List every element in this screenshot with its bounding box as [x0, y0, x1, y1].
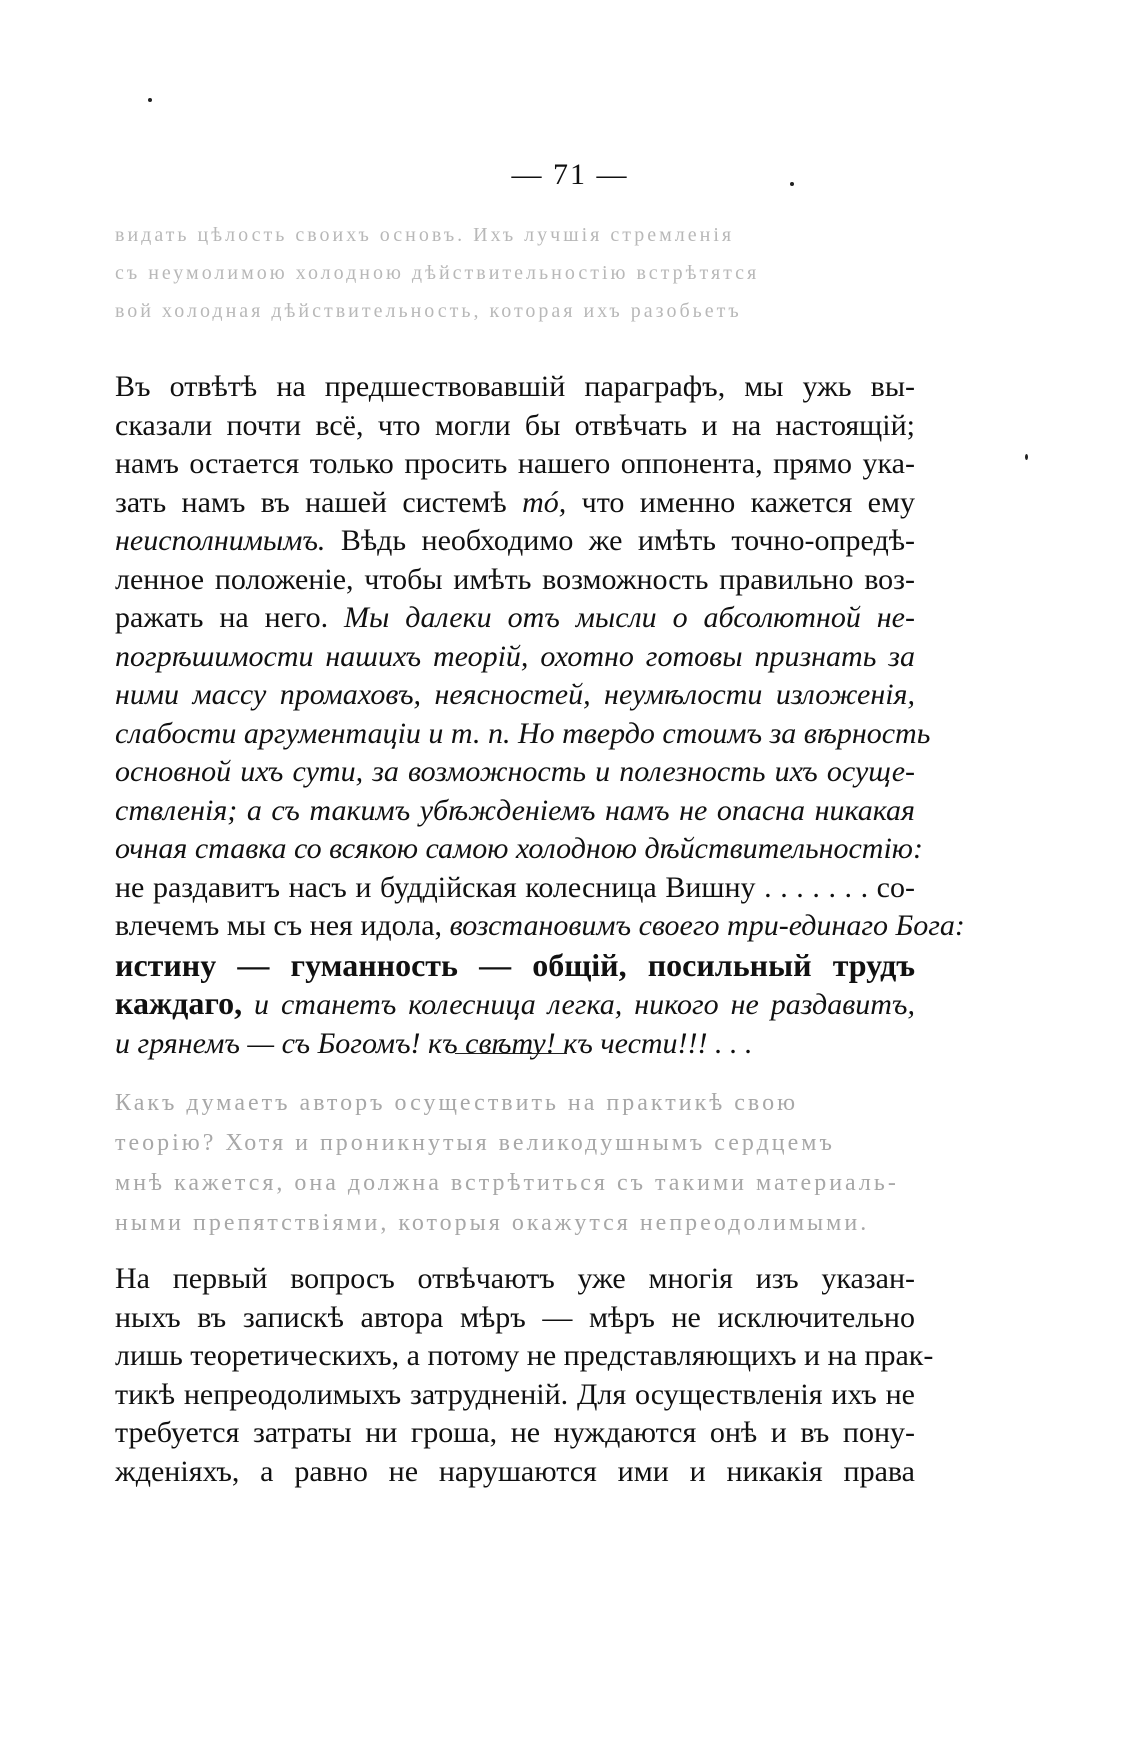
ink-speck: [1025, 454, 1028, 460]
faded-line: ными препятствіями, которыя окажутся непреодолимыми.: [115, 1210, 870, 1236]
text-line-bold: истину — гуманность — общій, посильный трудъ: [115, 946, 915, 983]
text-line: ражать на него. Мы далеки отъ мысли о абсолютной не-: [115, 601, 915, 634]
text-line: требуется затраты ни гроша, не нуждаются онѣ и въ пону-: [115, 1416, 915, 1449]
page-number: — 71 —: [511, 158, 629, 191]
faded-line: вой холодная дѣйствительность, которая ихъ разобьетъ: [115, 300, 742, 322]
text-line: очная ставка со всякою самою холодною дѣйствительностію:: [115, 832, 923, 865]
bleed-through-text-middle: [115, 1083, 915, 1243]
paragraph-answer-2: [115, 1260, 934, 1491]
ink-speck: [148, 98, 152, 102]
bleed-through-text-top: [115, 216, 915, 330]
text-line: ленное положеніе, чтобы имѣть возможность правильно воз-: [115, 562, 915, 596]
faded-line: видать цѣлость своихъ основъ. Ихъ лучшія стремленія: [115, 224, 735, 246]
text-line: не раздавитъ насъ и буддійская колесница Вишну . . . . . . . со-: [115, 870, 915, 904]
text-line: сказали почти всё, что могли бы отвѣчать и на настоящій;: [115, 408, 915, 442]
faded-line: мнѣ кажется, она должна встрѣтиться съ такими материаль-: [115, 1170, 899, 1196]
text-line: ствленія; а съ такимъ убѣжденіемъ намъ не опасна никакая: [115, 793, 915, 827]
text-line: лишь теоретическихъ, а потому не представляющихъ и на прак-: [115, 1339, 934, 1372]
text-line: ныхъ въ запискѣ автора мѣръ — мѣръ не исключительно: [115, 1300, 915, 1334]
paragraph-answer-1: [115, 368, 965, 1063]
text-line: Въ отвѣтѣ на предшествовавшій параграфъ, мы ужь вы-: [115, 370, 915, 403]
faded-line: съ неумолимою холодною дѣйствительностію встрѣтятся: [115, 262, 760, 284]
text-line: погрѣшимости нашихъ теорій, охотно готовы признать за: [115, 639, 915, 673]
text-line: и грянемъ — съ Богомъ! къ свѣту! къ чести!!! . . .: [115, 1026, 753, 1060]
text-line: слабости аргументаціи и т. п. Но твердо стоимъ за вѣрность: [115, 716, 931, 750]
text-line: намъ остается только просить нашего оппонента, прямо ука-: [115, 447, 915, 480]
text-line: На первый вопросъ отвѣчаютъ уже многія изъ указан-: [115, 1262, 915, 1295]
text-line: тикѣ непреодолимыхъ затрудненій. Для осуществленія ихъ не: [115, 1377, 915, 1411]
text-line: ними массу промаховъ, неясностей, неумѣлости изложенія,: [115, 678, 915, 711]
text-line: основной ихъ сути, за возможность и полезность ихъ осуще-: [115, 755, 915, 788]
text-line: неисполнимымъ. Вѣдь необходимо же имѣть точно-опредѣ-: [115, 524, 915, 557]
faded-line: Какъ думаетъ авторъ осуществить на практикѣ свою: [115, 1090, 799, 1116]
faded-line: теорію? Хотя и проникнутыя великодушнымъ сердцемъ: [115, 1130, 835, 1156]
text-line: каждаго, и станетъ колесница легка, никого не раздавитъ,: [115, 985, 915, 1021]
text-line: влечемъ мы съ нея идола, возстановимъ своего три-единаго Бога:: [115, 909, 965, 942]
text-line: жденіяхъ, а равно не нарушаются ими и никакія права: [115, 1454, 915, 1488]
text-line: зать намъ въ нашей системѣ тó, что именно кажется ему: [115, 485, 915, 519]
section-divider: [455, 1053, 567, 1054]
